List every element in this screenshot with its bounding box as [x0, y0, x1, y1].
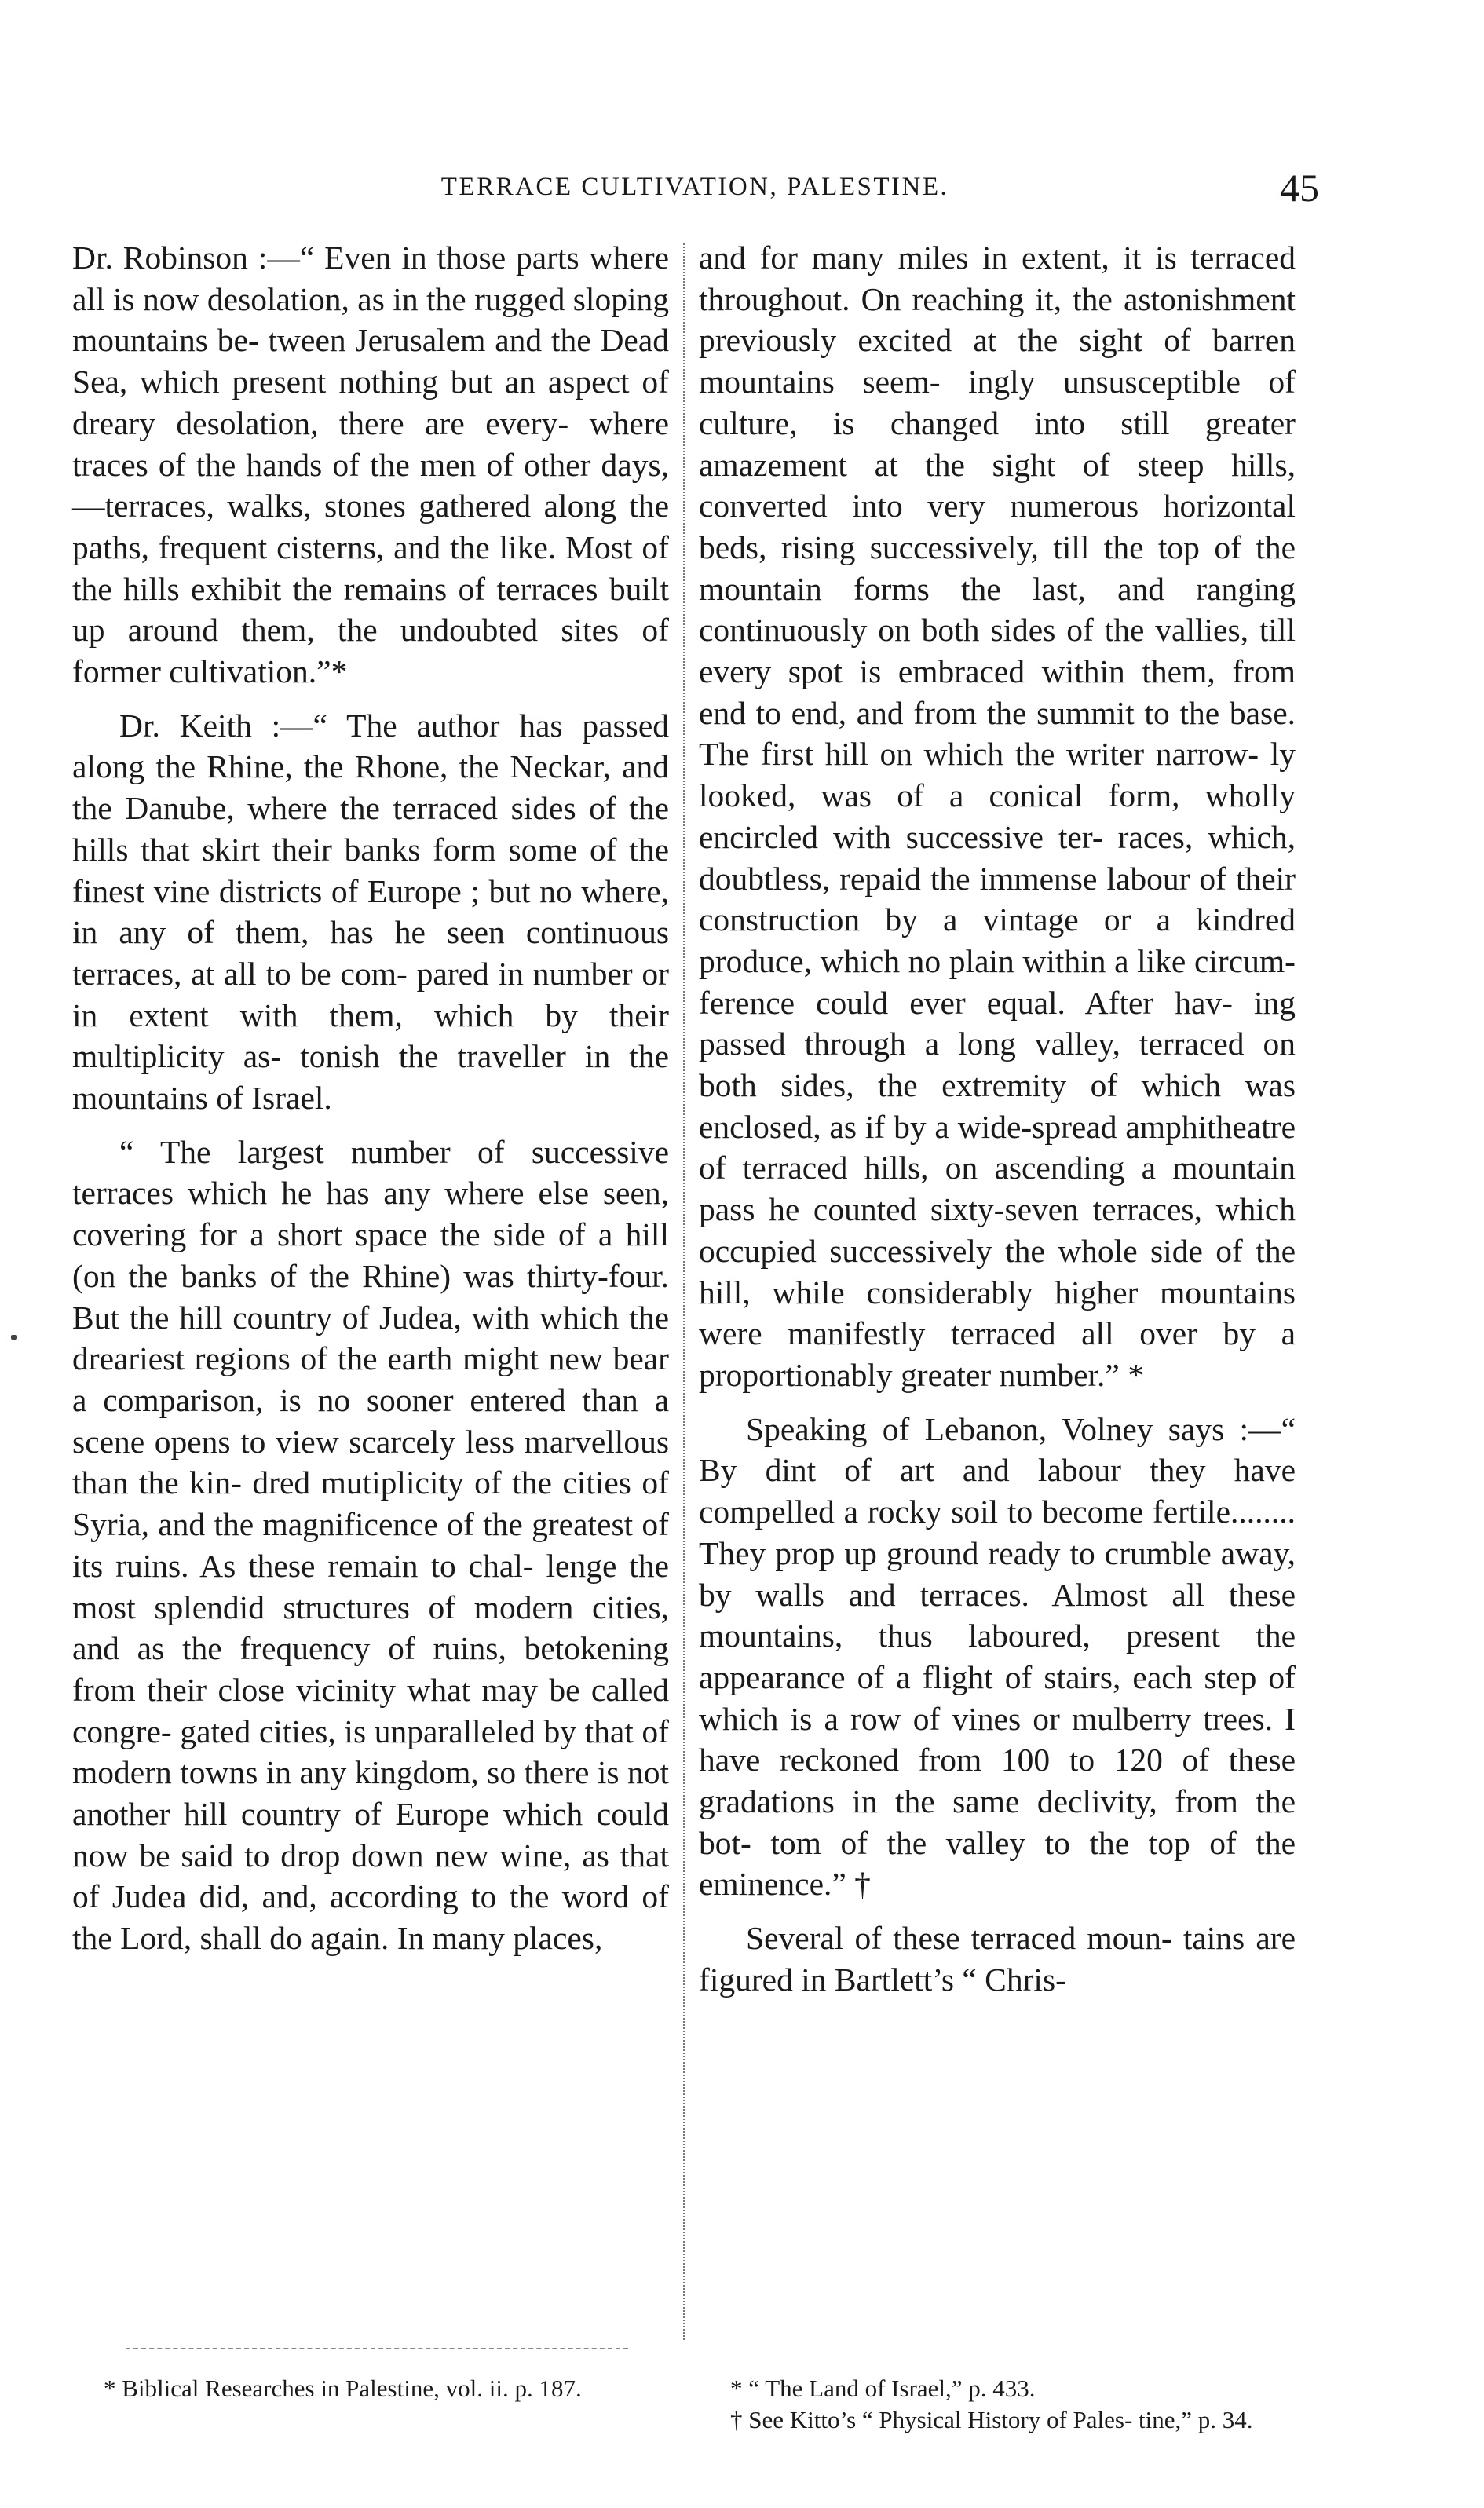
footnote-biblical-researches: * Biblical Researches in Palestine, vol. ii. p. 187. [104, 2375, 582, 2402]
footnotes-left [72, 2373, 669, 2404]
paragraph-bartlett: Several of these terraced moun- tains are figured in Bartlett’s “ Chris- [699, 1920, 1296, 1998]
paragraph-volney: Speaking of Lebanon, Volney says :—“ By dint of art and labour they have compelled a rocky soil to become fertile........ They prop up ground ready to crumble away, by walls and terraces. Almost all these mountains, thus laboured, present the appearance of a flight of stairs, each step of which is a row of vines or mulberry trees. I have reckoned from 100 to 120 of these gradations in the same declivity, from the bot- tom of the valley to the top of the eminence.” † [699, 1410, 1296, 1903]
left-column [72, 237, 669, 1959]
paragraph-keith: Dr. Keith :—“ The author has passed along the Rhine, the Rhone, the Neckar, and the Danube, where the terraced sides of the hills that skirt their banks form some of the finest vine districts of Europe ; but no where, in any of them, has he seen continuous terraces, at all to be com- pared in number or in extent with them, which by their multiplicity as- tonish the traveller in the mountains of Israel. [72, 707, 669, 1117]
footnote-rule [126, 2348, 628, 2349]
paragraph-keith-quote: “ The largest number of successive terraces which he has any where else seen, covering for a short space the side of a hill (on the banks of the Rhine) was thirty-four. But the hill country of Judea, with which the dreariest regions of the earth might new bear a comparison, is no sooner entered than a scene opens to view scarcely less marvellous than the kin- dred mutiplicity of the cities of Syria, and the magnificence of the greatest of its ruins. As these remain to chal- lenge the most splendid structures of modern cities, and as the frequency of ruins, betokening from their close vicinity what may be called congre- gated cities, is unparalleled by that of modern towns in any kingdom, so there is not another hill country of Europe which could now be said to drop down new wine, as that of Judea did, and, according to the word of the Lord, shall do again. In many places, [72, 1133, 669, 1957]
footnote-kitto: † See Kitto’s “ Physical History of Pales- tine,” p. 34. [730, 2406, 1253, 2433]
right-column [699, 237, 1296, 2001]
margin-speck [11, 1335, 17, 1340]
footnote-land-of-israel: * “ The Land of Israel,” p. 433. [730, 2375, 1036, 2402]
paragraph-continuation: and for many miles in extent, it is terraced throughout. On reaching it, the astonishment previously excited at the sight of barren mountains seem- ingly unsusceptible of culture, is changed into still greater amazement at the sight of steep hills, converted into very numerous horizontal beds, rising successively, till the top of the mountain forms the last, and ranging continuously on both sides of the vallies, till every spot is embraced within them, from end to end, and from the summit to the base. The first hill on which the writer narrow- ly looked, was of a conical form, wholly encircled with successive ter- races, which, doubtless, repaid the immense labour of their construction by a vintage or a kindred produce, which no plain within a like circum- ference could ever equal. After hav- ing passed through a long valley, terraced on both sides, the extremity of which was enclosed, as if by a wide-spread amphitheatre of terraced hills, on ascending a mountain pass he counted sixty-seven terraces, which occupied successively the whole side of the hill, while considerably higher mountains were manifestly terraced all over by a proportionably greater number.” * [699, 239, 1296, 1393]
footnotes-right [699, 2373, 1296, 2436]
paragraph-robinson: Dr. Robinson :—“ Even in those parts where all is now desolation, as in the rugged sloping mountains be- tween Jerusalem and the Dead Sea, which present nothing but an aspect of dreary desolation, there are every- where traces of the hands of the men of other days,—terraces, walks, stones gathered along the paths, frequent cisterns, and the like. Most of the hills exhibit the remains of terraces built up around them, the undoubted sites of former cultivation.”* [72, 239, 669, 690]
column-divider [683, 243, 685, 2340]
page-header [71, 165, 1319, 220]
running-title: TERRACE CULTIVATION, PALESTINE. [440, 173, 949, 201]
page-number: 45 [1280, 166, 1319, 210]
